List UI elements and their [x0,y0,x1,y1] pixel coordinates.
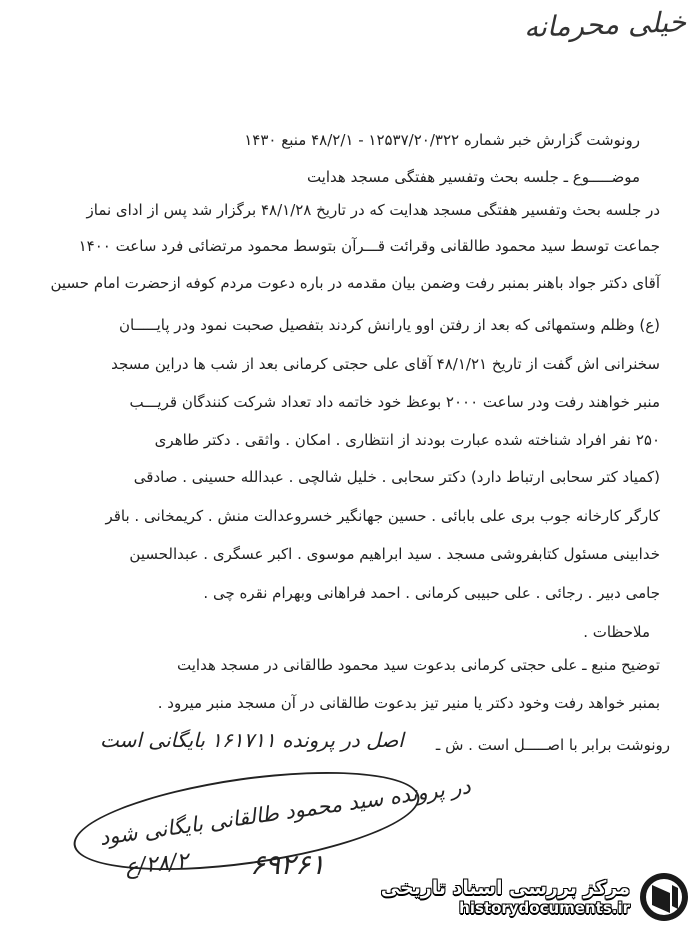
body-line: کارگر کارخانه جوب بری علی بابائی . حسین جهانگیر خسروعدالت منش . کریمخانی . باقر [105,507,660,525]
handwritten-date: ۲۸/۲/ع [123,848,190,881]
body-line: ۲۵۰ نفر افراد شناخته شده عبارت بودند از انتظاری . امکان . واثقی . دکتر طاهری [154,431,660,449]
archive-emblem-icon [638,871,690,923]
body-line: (ع) وظلم وستمهائی که بعد از رفتن اوو یارانش کردند بتفصیل صحبت نمود ودر پایـــــان [119,316,660,334]
body-line: در جلسه بحث وتفسیر هفتگی مسجد هدایت که در تاریخ ۴۸/۱/۲۸ برگزار شد پس از ادای نماز [86,201,660,219]
remarks-label: ملاحظات . [583,623,650,641]
body-line: خدابینی مسئول کتابفروشی مسجد . سید ابراهیم موسوی . اکبر عسگری . عبدالحسین [129,545,660,563]
subject-line: موضـــــوع ـ جلسه بحث وتفسیر هفتگی مسجد هدایت [306,168,640,186]
explanation-line: بمنبر خواهد رفت وخود دکتر یا منیر تیز بدعوت طالقانی در آن مسجد منبر میرود . [157,694,660,712]
body-line: منبر خواهند رفت ودر ساعت ۲۰۰۰ بوعظ خود خاتمه داد تعداد شرکت کنندگان قریـــب [129,393,660,411]
report-header-line: رونوشت گزارش خبر شماره ۱۲۵۳۷/۲۰/۳۲۲ - ۴۸/۲/۱ منبع ۱۴۳۰ [244,131,640,149]
archive-url: historydocuments.ir [459,899,630,917]
handwritten-number: ۶۹۲۶۱ [250,848,326,881]
archive-name: مرکز بررسی اسناد تاریخی [380,877,630,899]
handwritten-archive-note: اصل در پرونده ۱۶۱۷۱۱ بایگانی است [100,728,404,752]
handwritten-filing-note: در پرونده سید محمود طالقانی بایگانی شود [98,774,473,850]
copy-certification-line: رونوشت برابر با اصـــــل است . ش ـ [435,736,670,754]
body-line: جامی دبیر . رجائی . علی حبیبی کرمانی . احمد فراهانی وبهرام نقره چی . [203,584,660,602]
explanation-line: توضیح منبع ـ علی حجتی کرمانی بدعوت سید محمود طالقانی در مسجد هدایت [177,656,660,674]
classification-stamp: خیلی محرمانه [523,5,687,44]
archive-logo [381,871,690,923]
body-line: سخنرانی اش گفت از تاریخ ۴۸/۱/۲۱ آقای علی حجتی کرمانی بعد از شب ها دراین مسجد [111,355,660,373]
body-line: آقای دکتر جواد باهنر بمنبر رفت وضمن بیان مقدمه در باره دعوت مردم کوفه ازحضرت امام حسین [50,274,660,292]
body-line: (کمیاد کتر سحابی ارتباط دارد) دکتر سحابی . خلیل شالچی . عبدالله حسینی . صادقی [133,468,660,486]
body-line: جماعت توسط سید محمود طالقانی وقرائت قـــرآن بتوسط محمود مرتضائی فرد ساعت ۱۴۰۰ [78,237,660,255]
